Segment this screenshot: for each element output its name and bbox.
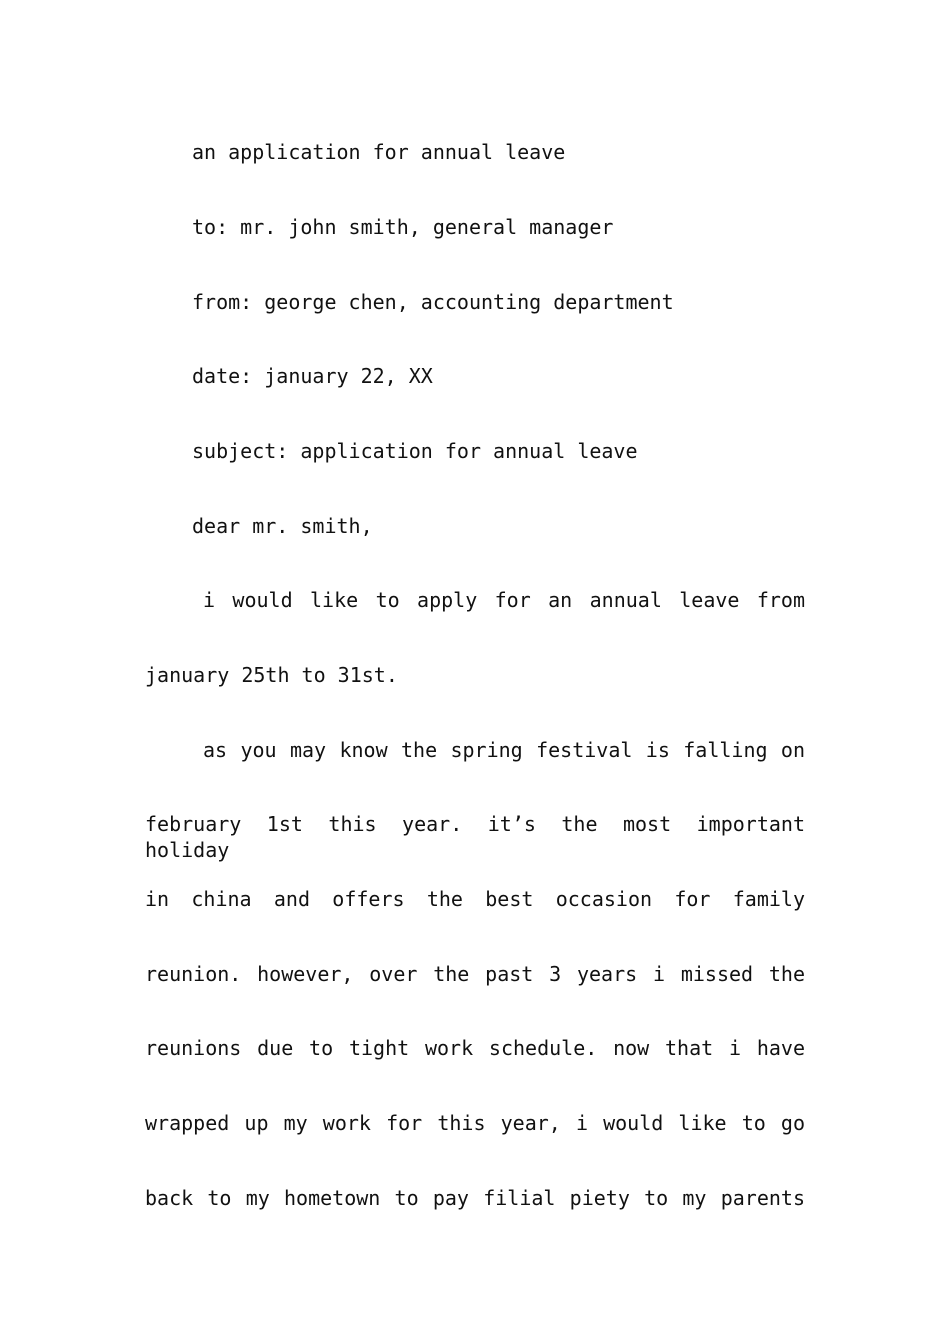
from-line: from: george chen, accounting department [192, 290, 674, 314]
paragraph-1-line-1: i would like to apply for an annual leave from [203, 588, 805, 612]
paragraph-2-line-3: in china and offers the best occasion for family [145, 887, 805, 911]
document-title: an application for annual leave [192, 140, 566, 164]
paragraph-1-line-2: january 25th to 31st. [145, 663, 398, 687]
subject-line: subject: application for annual leave [192, 439, 638, 463]
paragraph-2-line-5: reunions due to tight work schedule. now that i have [145, 1036, 805, 1060]
paragraph-2-line-1: as you may know the spring festival is falling on [203, 738, 805, 762]
to-line: to: mr. john smith, general manager [192, 215, 614, 239]
paragraph-2-line-4: reunion. however, over the past 3 years i missed the [145, 962, 805, 986]
paragraph-2-line-2: february 1st this year. it’s the most important holiday [145, 812, 805, 862]
paragraph-2-line-7: back to my hometown to pay filial piety to my parents [145, 1186, 805, 1210]
paragraph-2-line-6: wrapped up my work for this year, i would like to go [145, 1111, 805, 1135]
date-line: date: january 22, XX [192, 364, 433, 388]
salutation: dear mr. smith, [192, 514, 373, 538]
